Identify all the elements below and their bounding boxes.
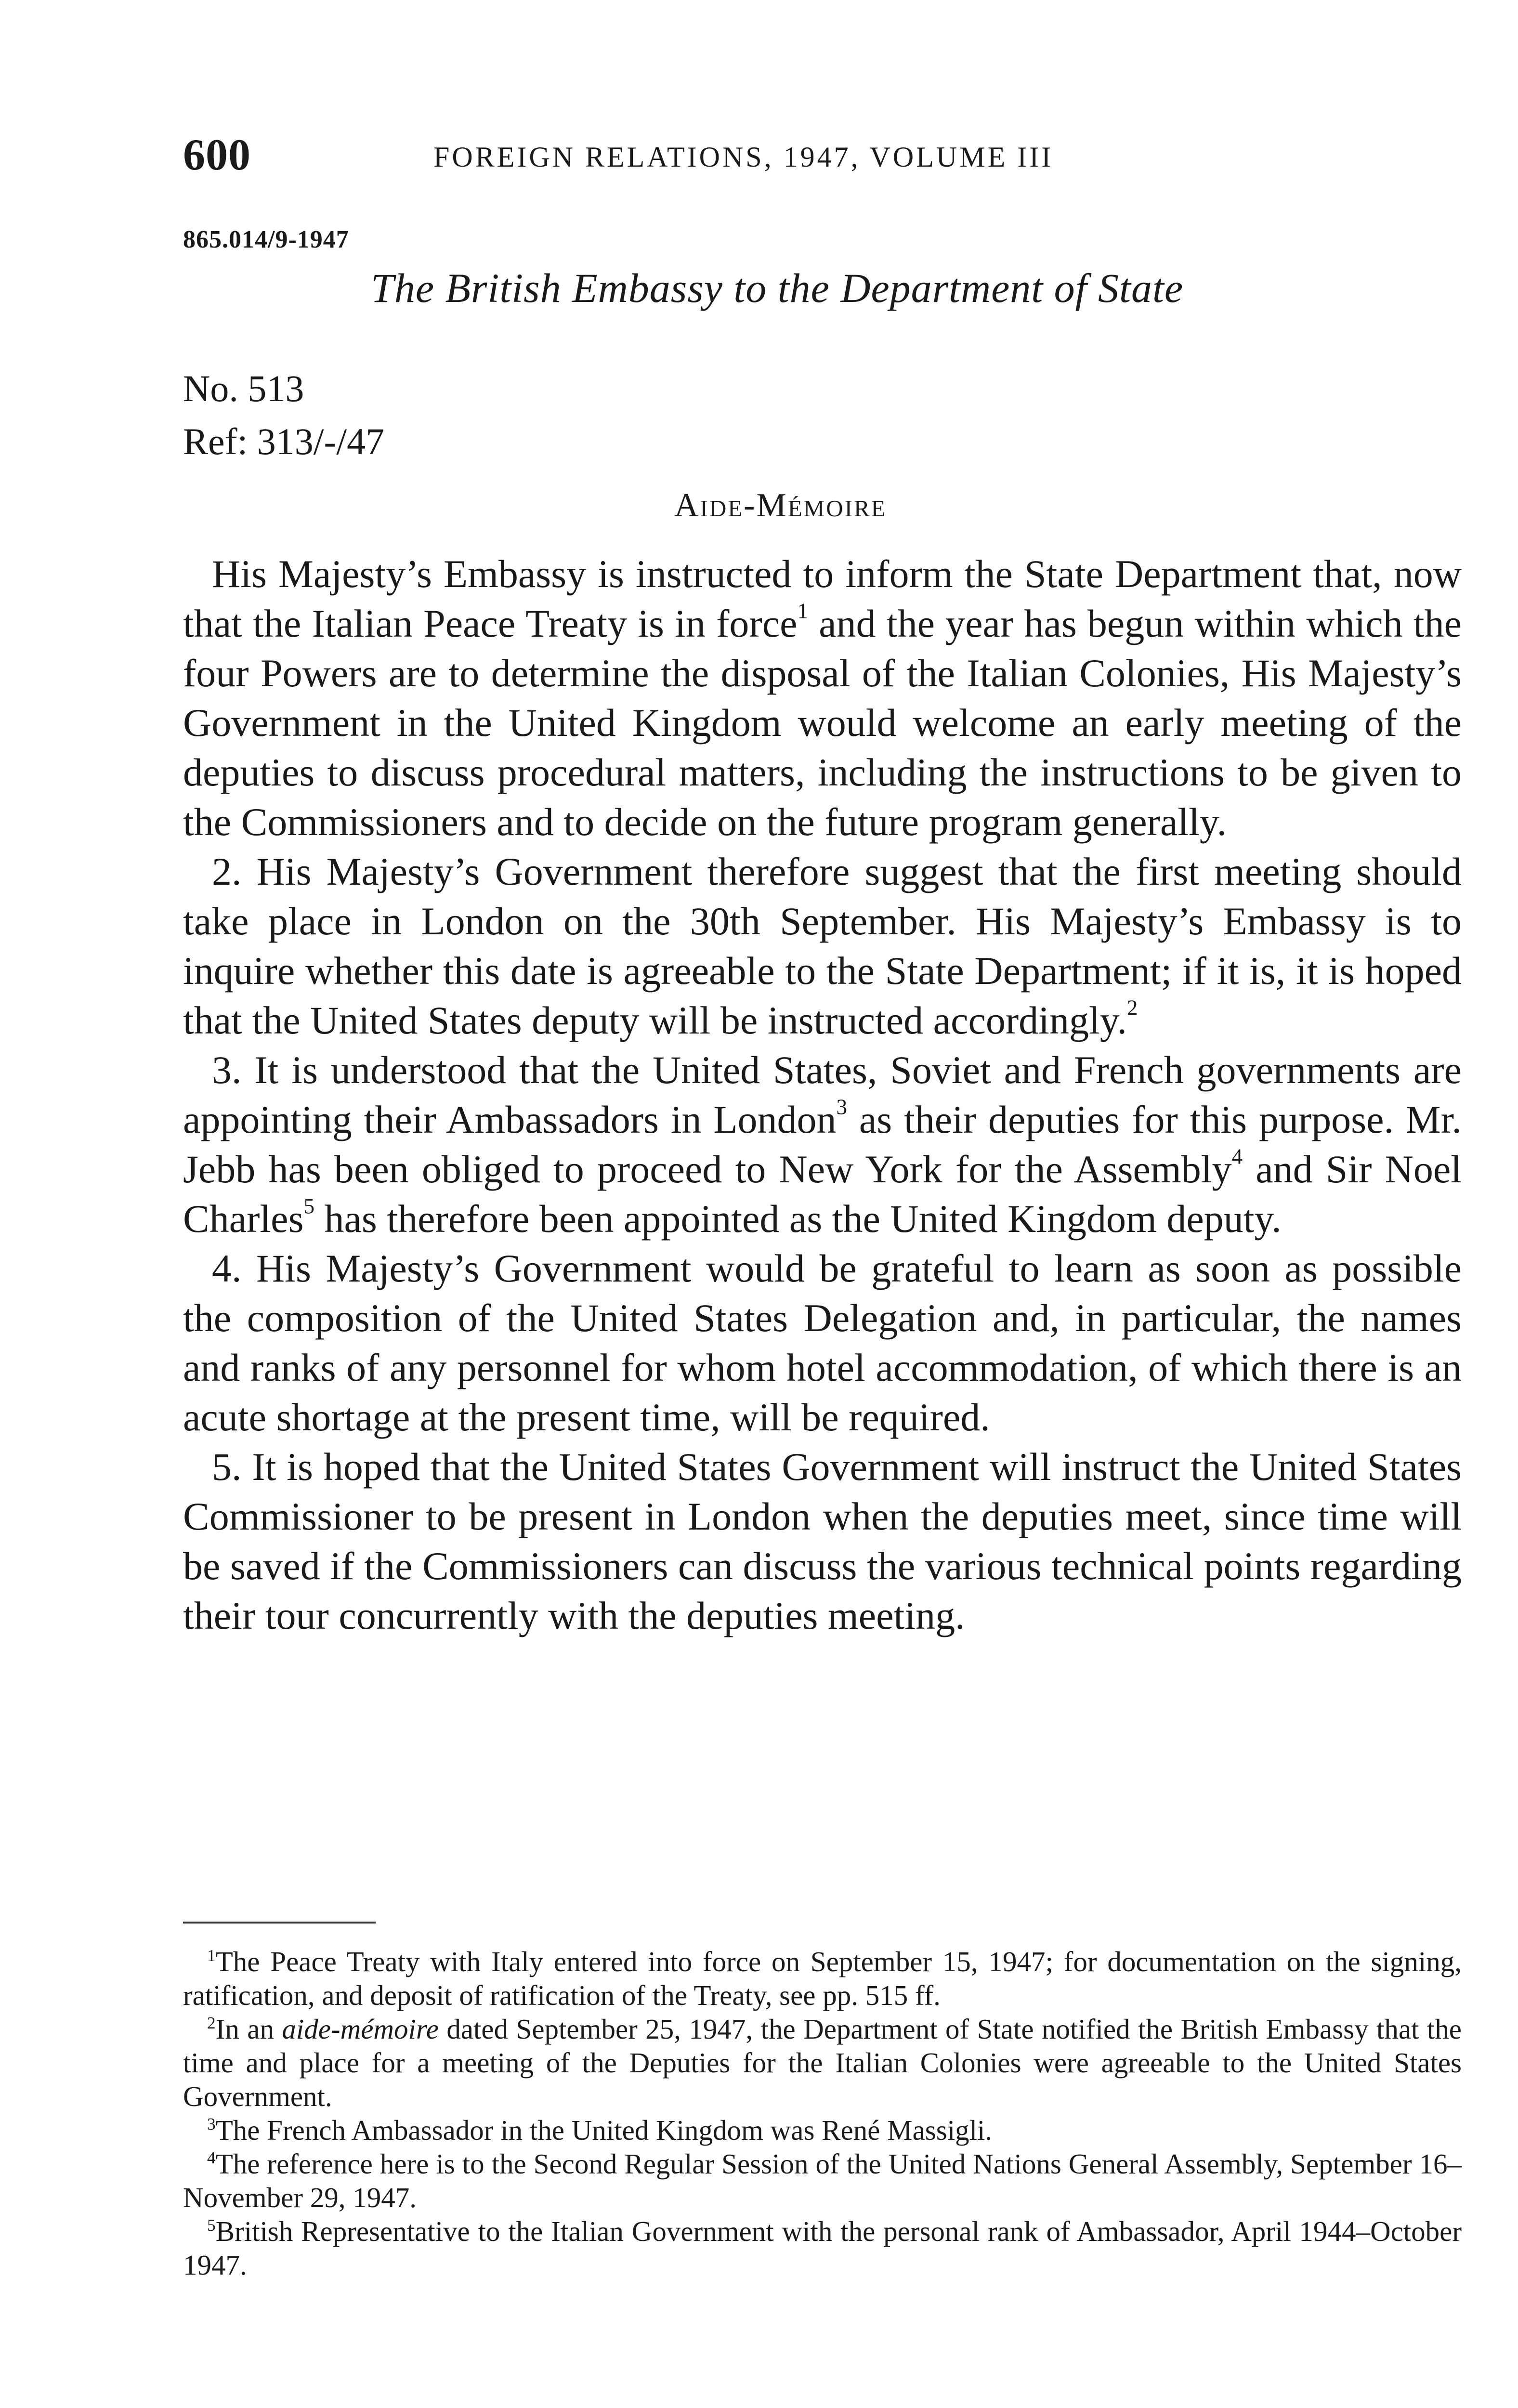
page-header [183, 129, 1348, 182]
footnotes [183, 1945, 1462, 2282]
footnote-ref-4: 4 [1231, 1144, 1243, 1169]
running-head: FOREIGN RELATIONS, 1947, VOLUME III [433, 141, 1054, 173]
footnote-divider [183, 1922, 376, 1924]
document-number: No. 513 [183, 367, 304, 409]
page-number: 600 [183, 130, 251, 179]
paragraph-2: 2. His Majesty’s Government therefore suggest that the first meeting should take place in London on the 30th September. His Majesty’s Embassy is to inquire whether this date is agreeable to the State Department; if it is, it is hoped that the United States deputy will be instructed accordingly.$^2$ [183, 850, 1462, 1042]
footnote-ref-1: 1 [797, 599, 809, 623]
footnote-1: $^1$The Peace Treaty with Italy entered into force on September 15, 1947; for documentation on the signing, ratification, and deposit of ratification of the Treaty, see pp. 515 ff. [183, 1945, 1462, 2011]
footnote-2: $^2$In an aide-mémoire dated September 25, 1947, the Department of State notified the British Embassy that the time and place for a meeting of the Deputies for the Italian Colonies were agreeable to the United States Government. [183, 2013, 1462, 2112]
file-number: 865.014/9-1947 [183, 226, 349, 253]
footnote-ref-5: 5 [303, 1194, 315, 1218]
footnote-3: $^3$The French Ambassador in the United Kingdom was René Massigli. [207, 2114, 993, 2146]
document-title: The British Embassy to the Department of State [371, 265, 1184, 311]
footnote-4: $^4$The reference here is to the Second Regular Session of the United Nations General Assembly, September 16–November 29, 1947. [183, 2147, 1462, 2213]
paragraph-5: 5. It is hoped that the United States Government will instruct the United States Commissioner to be present in London when the deputies meet, since time will be saved if the Commissioners can discuss the various technical points regarding their tour concurrently with the deputies meeting. [183, 1445, 1462, 1637]
reference-block [183, 362, 384, 468]
document-ref: Ref: 313/-/47 [183, 420, 385, 462]
memo-title: Aide-Mémoire [674, 487, 887, 524]
paragraph-4: 4. His Majesty’s Government would be grateful to learn as soon as possible the composition of the United States Delegation and, in particular, the names and ranks of any personnel for whom hotel accommodation, of which there is an acute shortage at the present time, will be required. [183, 1246, 1462, 1439]
footnote-5: $^5$British Representative to the Italian Government with the personal rank of Ambassador, April 1944–October 1947. [183, 2215, 1462, 2281]
footnote-ref-3: 3 [836, 1095, 848, 1119]
footnote-ref-2: 2 [1126, 995, 1138, 1020]
paragraph-1: His Majesty’s Embassy is instructed to inform the State Department that, now that the Italian Peace Treaty is in force$^1$ and the year has begun within which the four Powers are to determine the disposal of the Italian Colonies, His Majesty’s Government in the United Kingdom would welcome an early meeting of the deputies to discuss procedural matters, including the instructions to be given to the Commissioners and to decide on the future program generally. [183, 552, 1462, 844]
memo-body [183, 549, 1462, 1640]
paragraph-3: 3. It is understood that the United States, Soviet and French governments are appointing their Ambassadors in London$^3$ as their deputies for this purpose. Mr. Jebb has been obliged to proceed to New York for the Assembly$^4$ and Sir Noel Charles$^5$ has therefore been appointed as the United Kingdom deputy. [183, 1048, 1462, 1241]
